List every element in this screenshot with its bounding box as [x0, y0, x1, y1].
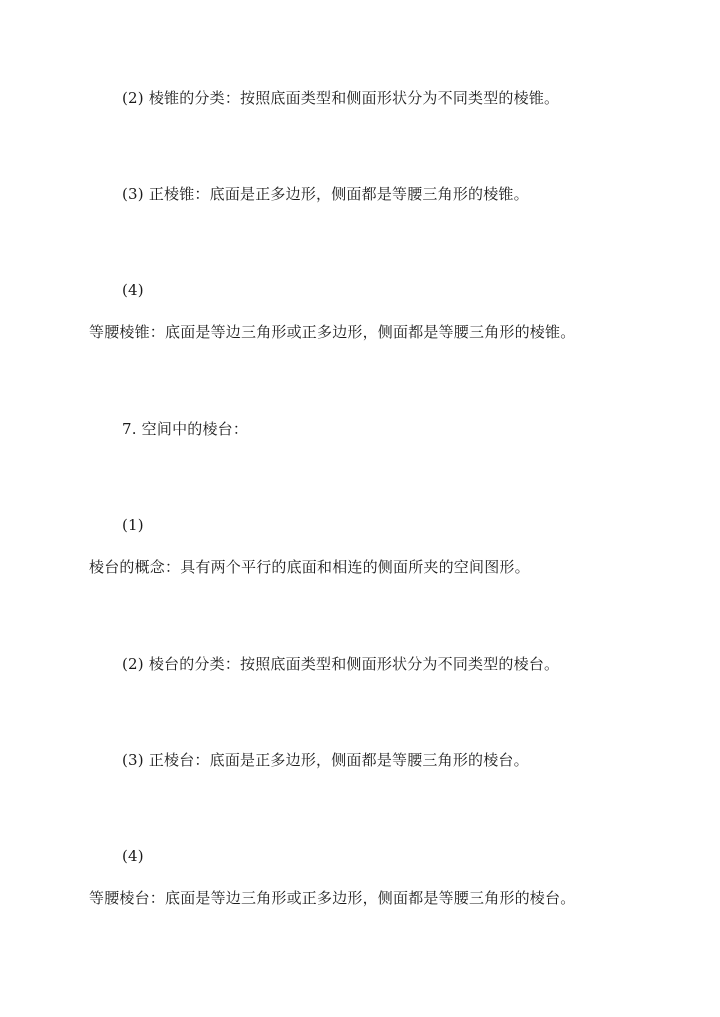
section-heading-frustum: 7. 空间中的棱台：: [122, 420, 249, 438]
isosceles-frustum-text: 等腰棱台：底面是等边三角形或正多边形，侧面都是等腰三角形的棱台。: [89, 889, 576, 907]
item-number-1: (1): [122, 516, 144, 534]
isosceles-pyramid-text: 等腰棱锥：底面是等边三角形或正多边形，侧面都是等腰三角形的棱锥。: [89, 323, 576, 341]
item-number-4-frustum: (4): [122, 847, 144, 865]
frustum-concept-text: 棱台的概念：具有两个平行的底面和相连的侧面所夹的空间图形。: [89, 558, 530, 576]
pyramid-classification-item: (2) 棱锥的分类：按照底面类型和侧面形状分为不同类型的棱锥。: [122, 89, 560, 107]
item-number-4: (4): [122, 281, 144, 299]
regular-pyramid-item: (3) 正棱锥：底面是正多边形，侧面都是等腰三角形的棱锥。: [122, 185, 529, 203]
frustum-classification-item: (2) 棱台的分类：按照底面类型和侧面形状分为不同类型的棱台。: [122, 655, 560, 673]
regular-frustum-item: (3) 正棱台：底面是正多边形，侧面都是等腰三角形的棱台。: [122, 751, 529, 769]
